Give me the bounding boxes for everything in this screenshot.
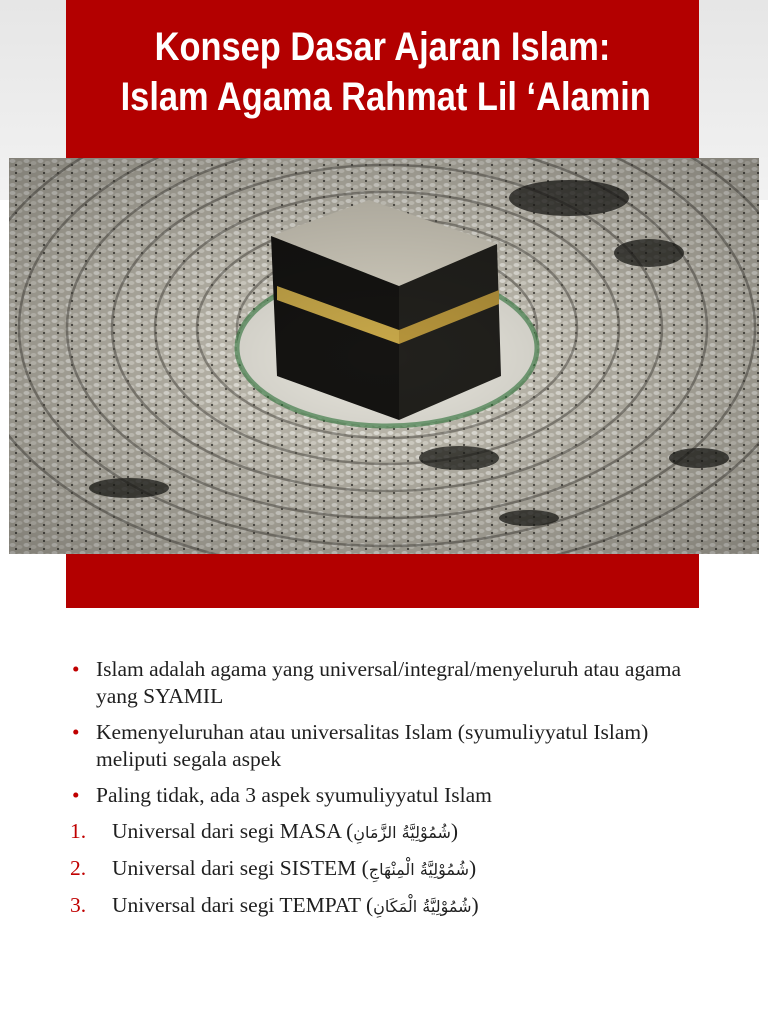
- bullet-icon: •: [72, 783, 80, 807]
- title-banner: [66, 0, 699, 158]
- arabic-term: شُمُوْلِيَّةُ الْمِنْهَاجِ: [368, 860, 470, 879]
- bullet-icon: •: [72, 720, 80, 744]
- item-text: Universal dari segi MASA (: [112, 819, 354, 843]
- numbered-item: [70, 892, 710, 920]
- numbered-item: [70, 855, 710, 883]
- item-number: 2.: [70, 856, 87, 880]
- kaaba-photo: [9, 158, 759, 554]
- title-line-1: Konsep Dasar Ajaran Islam:: [154, 25, 611, 69]
- slide-body: [70, 656, 710, 929]
- bullet-icon: •: [72, 657, 80, 681]
- arabic-term: شُمُوْلِيَّةُ الزَّمَانِ: [353, 823, 451, 842]
- item-number: 1.: [70, 819, 87, 843]
- bullet-text: Islam adalah agama yang universal/integral/menyeluruh atau agama yang SYAMIL: [96, 657, 682, 708]
- red-accent-bar: [66, 554, 699, 608]
- numbered-item: [70, 818, 710, 846]
- arabic-term: شُمُوْلِيَّةُ الْمَكَانِ: [373, 897, 472, 916]
- item-close: ): [471, 893, 479, 917]
- bullet-text: Paling tidak, ada 3 aspek syumuliyyatul Islam: [96, 783, 492, 807]
- item-text: Universal dari segi TEMPAT (: [112, 893, 374, 917]
- bullet-item: [70, 782, 710, 809]
- bullet-item: [70, 656, 710, 710]
- item-number: 3.: [70, 893, 87, 917]
- item-text: Universal dari segi SISTEM (: [112, 856, 369, 880]
- item-close: ): [469, 856, 477, 880]
- bullet-item: [70, 719, 710, 773]
- item-close: ): [450, 819, 459, 843]
- bullet-text: Kemenyeluruhan atau universalitas Islam (syumuliyyatul Islam) meliputi segala aspek: [96, 720, 649, 771]
- title-line-2: Islam Agama Rahmat Lil ‘Alamin: [120, 75, 651, 119]
